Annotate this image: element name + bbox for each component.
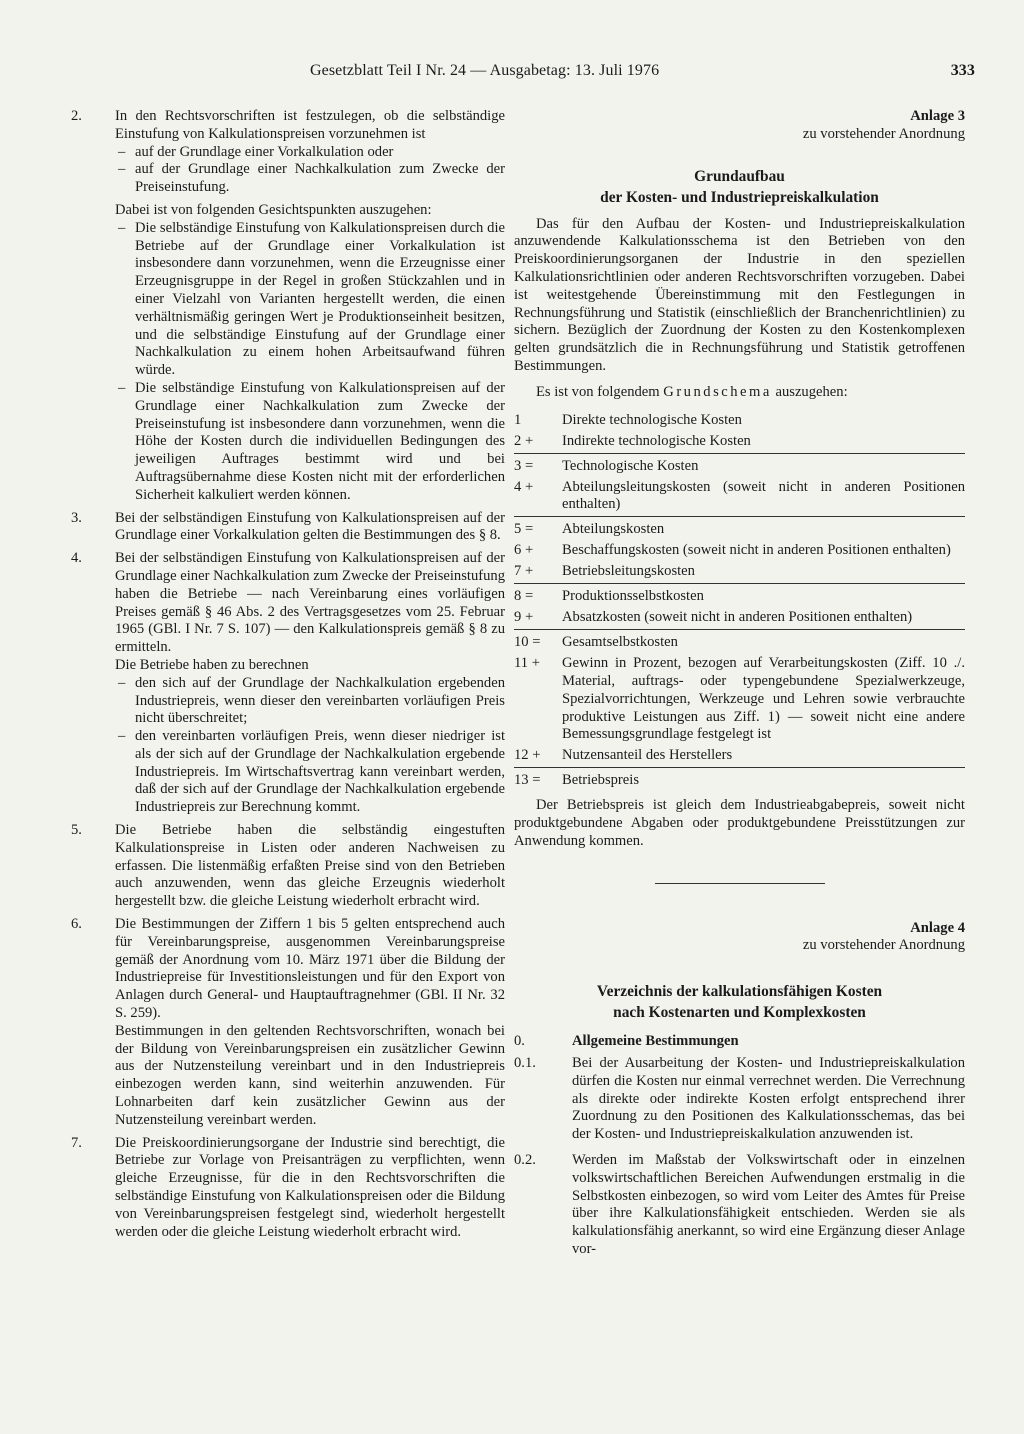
section-text: Bei der Ausarbeitung der Kosten- und Industriepreiskalkulation dürfen die Kosten nur einmal verrechnet werden. Die Verrechnung als direkte oder indirekte Kosten erfolgt entsprechend ihrer Zuordnung zu den Positionen des Kalkulationsschemas, das bei der Kosten- und Industriepreiskalkulation anzuwenden ist.: [572, 1054, 965, 1143]
anlage-subtitle: zu vorstehender Anordnung: [802, 125, 965, 142]
schema-row: 1 Direkte technologische Kosten: [514, 411, 742, 428]
schema-row: 5 = Abteilungskosten: [514, 521, 665, 538]
paragraph: Bestimmungen in den geltenden Rechtsvorschriften, wonach bei der Bildung von Vereinbarungspreisen ein zusätzlicher Gewinn aus der Nutzensteilung vereinbart und in den Industriepreis einbezogen werden kann, sind weiterhin anzuwenden. Für Lohnarbeiten darf kein zusätzlicher Gewinn aus der Nutzensteilung vereinbart werden.: [115, 1022, 505, 1128]
calculation-schema: [514, 412, 965, 791]
item-number: 7.: [71, 1134, 82, 1151]
schema-row: 12 + Nutzensanteil des Herstellers: [514, 747, 965, 768]
item-number: 4.: [71, 550, 82, 567]
item-text: Die Bestimmungen der Ziffern 1 bis 5 gelten entsprechend auch für Vereinbarungspreise, ausgenommen Vereinbarungspreise gemäß der Anordnung vom 10. März 1971 über die Bildung der Industriepreise für Investitionsleistungen und für den Export von Anlagen durch General- und Hauptauftragnehmer (GBl. II Nr. 32 S. 259).: [115, 916, 505, 1022]
dash-item: – Die selbständige Einstufung von Kalkulationspreisen durch die Betriebe auf der Grundlage einer Vorkalkulation ist insbesondere dann vorzunehmen, wenn die Erzeugnisse einer Erzeugnisgruppe in der Regel in großen Stückzahlen und in einer Vielzahl von Varianten hergestellt werden, die einen verhältnismäßig geringen Wert je Produktionseinheit besitzen, und die selbständige Einstufung auf der Grundlage einer Nachkalkulation zu einem hohen Arbeitsaufwand führen würde.: [115, 220, 505, 380]
intro-paragraph: Das für den Aufbau der Kosten- und Industriepreiskalkulation anzuwendende Kalkulationsschema ist den Betrieben von den Preiskoordinierungsorganen der Industrie in den speziellen Kalkulationsrichtlinien oder anderen Rechtsvorschriften vorzugeben. Dabei ist weitestgehende Übereinstimmung mit den Festlegungen in Rechnungsführung und Statistik (einschließlich der Branchenrichtlinien) zu sichern. Bezüglich der Zuordnung der Kosten zu den Kostenkomplexen gelten grundsätzlich die in Rechnungsführung und Statistik getroffenen Bestimmungen.: [514, 215, 965, 374]
heading-line: der Kosten- und Industriepreiskalkulation: [600, 188, 879, 206]
left-column: [71, 108, 505, 1246]
right-column: [514, 108, 965, 1263]
schema-row: 4 + Abteilungsleitungskosten (soweit nicht in anderen Positionen enthalten): [514, 479, 965, 518]
item-4: [71, 550, 505, 817]
section-number: 0.: [514, 1033, 525, 1050]
item-5: [71, 822, 505, 911]
schema-row: 3 = Technologische Kosten: [514, 457, 699, 474]
item-text: In den Rechtsvorschriften ist festzulegen, ob die selbständige Einstufung von Kalkulationspreisen vorzunehmen ist: [115, 108, 505, 142]
section-title: Allgemeine Bestimmungen: [572, 1033, 739, 1050]
anlage-subtitle: zu vorstehender Anordnung: [802, 937, 965, 954]
section-text: Werden im Maßstab der Volkswirtschaft oder in einzelnen volkswirtschaftlichen Bereichen Aufwendungen erstmalig in die Selbstkosten einbezogen, so wird vom Leiter des Amtes für Preise über ihre Kalkulationsfähigkeit entschieden. Werden sie als kalkulationsfähig anerkannt, so wird eine Ergänzung dieser Anlage vor-: [572, 1151, 965, 1257]
closing-paragraph: Der Betriebspreis ist gleich dem Industrieabgabepreis, soweit nicht produktgebundene Abgaben oder produktgebundene Preisstützungen zur Anwendung kommen.: [514, 797, 965, 849]
dash-item: – den sich auf der Grundlage der Nachkalkulation ergebenden Industriepreis, wenn dieser den vereinbarten vorläufigen Preis nicht überschreitet;: [115, 675, 505, 728]
dash-item: – Die selbständige Einstufung von Kalkulationspreisen auf der Grundlage einer Nachkalkulation zum Zwecke der Preiseinstufung ist insbesondere dann vorzunehmen, wenn die Höhe der Kosten durch die individuellen Bedingungen des jeweiligen Auftrages bestimmt wird und bei Auftragsübernahme diese Kosten nicht mit der erforderlichen Sicherheit kalkuliert werden können.: [115, 380, 505, 505]
item-number: 2.: [71, 108, 82, 124]
section-number: 0.2.: [514, 1151, 536, 1168]
schema-row: 6 + Beschaffungskosten (soweit nicht in anderen Positionen enthalten): [514, 542, 951, 559]
paragraph: Die Betriebe haben zu berechnen: [115, 656, 309, 673]
header-title: Gesetzblatt Teil I Nr. 24 — Ausgabetag: 13. Juli 1976: [310, 62, 660, 79]
schema-row: 13 = Betriebspreis: [514, 772, 640, 789]
anlage-title: Anlage 4: [910, 919, 965, 936]
item-number: 6.: [71, 916, 82, 933]
section-0-1: [514, 1055, 965, 1144]
heading-line: nach Kostenarten und Komplexkosten: [613, 1004, 866, 1022]
schema-word: Grundschema: [663, 383, 772, 400]
schema-row: 9 + Absatzkosten (soweit nicht in anderen Positionen enthalten): [514, 609, 965, 630]
schema-row: 11 + Gewinn in Prozent, bezogen auf Verarbeitungskosten (Ziff. 10 ./. Material, auftrags- oder typengebundene Spezialwerkzeuge, Spezialvorrichtungen, Werkzeuge und Lehren sowie verbrauchte produktive Leistungen aus Ziff. 1) — soweit nicht eine andere Bemessungsgrundlage festgelegt ist: [514, 655, 965, 743]
item-text: Bei der selbständigen Einstufung von Kalkulationspreisen auf der Grundlage einer Vorkalkulation gelten die Bestimmungen des § 8.: [115, 509, 505, 544]
section-0: [514, 1033, 965, 1051]
item-7: [71, 1134, 505, 1242]
paragraph: Dabei ist von folgenden Gesichtspunkten auszugehen:: [115, 201, 432, 218]
schema-row: 7 + Betriebsleitungskosten: [514, 563, 965, 584]
dash-item: – auf der Grundlage einer Nachkalkulation zum Zwecke der Preiseinstufung.: [115, 161, 505, 197]
schema-row: 10 = Gesamtselbstkosten: [514, 634, 678, 651]
section-number: 0.1.: [514, 1054, 536, 1071]
anlage-4-label: [514, 920, 965, 956]
anlage-3-label: [514, 108, 965, 144]
item-6: [71, 916, 505, 1130]
schema-row: 8 = Produktionsselbstkosten: [514, 588, 704, 605]
schema-row: 2 + Indirekte technologische Kosten: [514, 433, 965, 454]
item-number: 5.: [71, 822, 82, 839]
item-3: [71, 509, 505, 546]
heading-line: Verzeichnis der kalkulationsfähigen Kosten: [596, 983, 883, 1001]
page-header: [310, 62, 975, 80]
section-divider: [655, 883, 825, 884]
section-0-2: [514, 1152, 965, 1259]
dash-item: – den vereinbarten vorläufigen Preis, wenn dieser niedriger ist als der sich auf der Grundlage der Nachkalkulation ergebende Industriepreis. Im Wirtschaftsvertrag kann vereinbart werden, daß der sich auf der Grundlage der Nachkalkulation ergebende Industriepreis zur Berechnung kommt.: [115, 728, 505, 817]
item-2: [71, 108, 505, 505]
item-text: Die Preiskoordinierungsorgane der Industrie sind berechtigt, die Betriebe zur Vorlage von Preisanträgen zu verpflichten, wenn gleiche Erzeugnisse, für die in den Rechtsvorschriften die selbständige Einstufung von Kalkulationspreisen oder die Bildung von Vereinbarungspreisen festgelegt sind, wiederholt hergestellt werden oder die gleiche Leistung wiederholt erbracht wird.: [115, 1134, 505, 1240]
page-number: 333: [950, 62, 975, 79]
section-heading: [514, 981, 965, 1023]
anlage-title: Anlage 3: [910, 108, 965, 124]
heading-line: Grundaufbau: [694, 167, 785, 185]
section-heading: [514, 166, 965, 208]
item-text: Bei der selbständigen Einstufung von Kalkulationspreisen auf der Grundlage einer Nachkalkulation zum Zwecke der Preiseinstufung haben die Betriebe — nach Vereinbarung eines vorläufigen Preises gemäß § 46 Abs. 2 des Vertragsgesetzes vom 25. Februar 1965 (GBl. I Nr. 7 S. 107) — den Kalkulationspreis gemäß § 8 zu ermitteln.: [115, 550, 505, 656]
schema-intro: Es ist von folgendem Grundschema auszugehen:: [536, 383, 848, 400]
dash-item: – auf der Grundlage einer Vorkalkulation oder: [115, 144, 505, 162]
item-number: 3.: [71, 509, 82, 526]
item-text: Die Betriebe haben die selbständig eingestuften Kalkulationspreise in Listen oder anderen Nachweisen zu erfassen. Die listenmäßig erfaßten Preise sind von den Betrieben auch anzuwenden, wenn das gleiche Erzeugnis wiederholt hergestellt bzw. die gleiche Leistung wiederholt erbracht wird.: [115, 822, 505, 910]
